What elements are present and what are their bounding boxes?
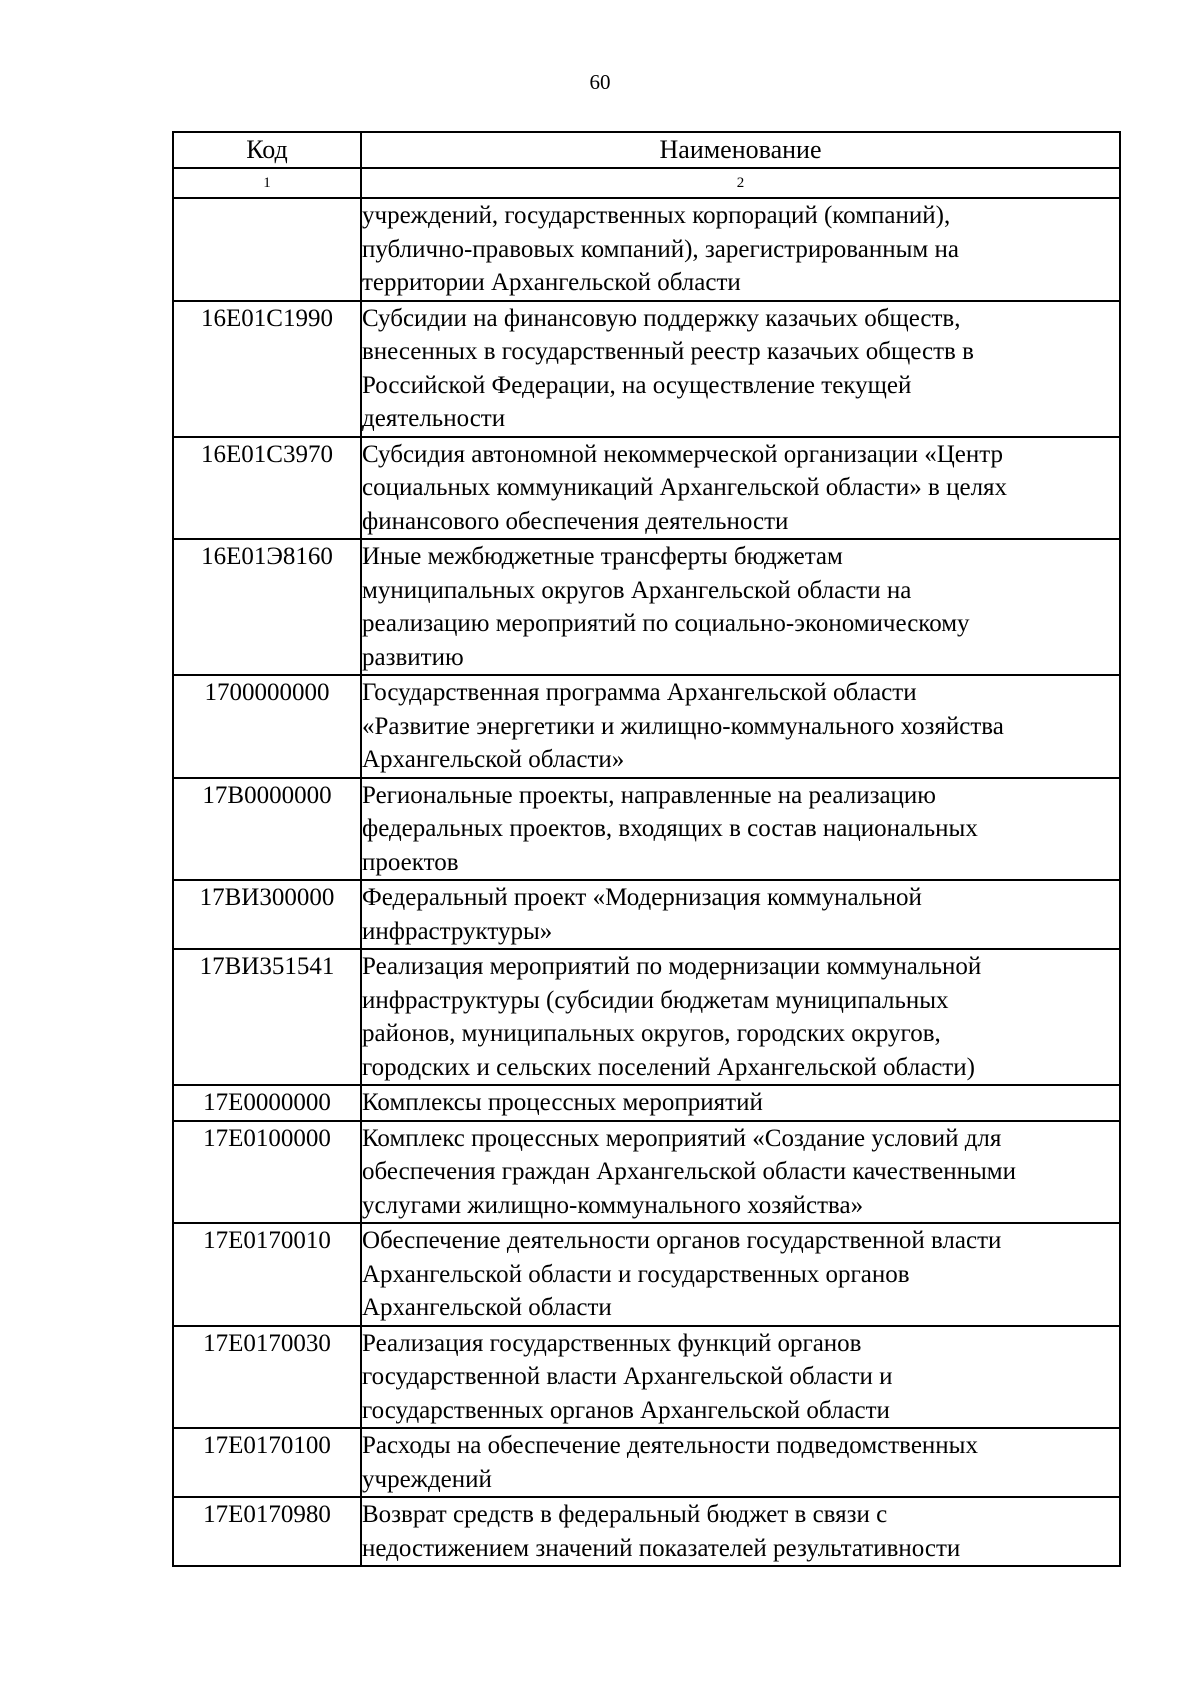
row-name-line: Реализация мероприятий по модернизации коммунальной: [362, 953, 982, 980]
table-row: [173, 880, 1120, 949]
row-name-line: Расходы на обеспечение деятельности подведомственных: [362, 1432, 978, 1459]
row-name: [361, 437, 1120, 540]
row-name-line: Региональные проекты, направленные на реализацию: [362, 781, 936, 809]
table-row: [173, 949, 1120, 1085]
column-number-row: [173, 168, 1120, 198]
row-name-line: Возврат средств в федеральный бюджет в связи с: [362, 1501, 888, 1528]
row-name-line: Российской Федерации, на осуществление текущей: [362, 371, 912, 399]
row-name-line: финансового обеспечения деятельности: [362, 507, 789, 535]
row-code: 17Е0000000: [173, 1085, 361, 1121]
row-name: [361, 949, 1120, 1085]
table-row: [173, 301, 1120, 437]
row-name-line: Архангельской области и государственных органов: [362, 1260, 910, 1288]
row-code: 1700000000: [173, 675, 361, 778]
table-row: [173, 778, 1120, 881]
row-name-line: «Развитие энергетики и жилищно-коммунального хозяйства: [362, 712, 1004, 740]
table-row: [173, 1085, 1120, 1121]
table-body: [173, 198, 1120, 1566]
row-name-line: учреждений: [362, 1465, 492, 1493]
code-column-number: 1: [173, 168, 361, 198]
row-name-line: Субсидия автономной некоммерческой организации «Центр: [362, 440, 1003, 468]
row-name: [361, 1085, 1120, 1121]
row-code: 17ВИ300000: [173, 880, 361, 949]
row-code: 16Е01С1990: [173, 301, 361, 437]
row-code: 17ВИ351541: [173, 949, 361, 1085]
row-name: [361, 539, 1120, 675]
row-name-line: государственной власти Архангельской области и: [362, 1363, 893, 1390]
table-row: [173, 1326, 1120, 1429]
row-name-line: Иные межбюджетные трансферты бюджетам: [362, 543, 843, 570]
row-name: [361, 301, 1120, 437]
row-code: 17Е0170980: [173, 1497, 361, 1566]
table-row: [173, 539, 1120, 675]
table-row: [173, 1428, 1120, 1497]
page-number: 60: [589, 70, 611, 94]
row-name-line: федеральных проектов, входящих в состав национальных: [362, 815, 978, 842]
row-name: [361, 778, 1120, 881]
row-name-line: недостижением значений показателей результативности: [362, 1534, 961, 1562]
row-name-line: районов, муниципальных округов, городских округов,: [362, 1020, 941, 1047]
row-code: 17В0000000: [173, 778, 361, 881]
row-name-line: территории Архангельской области: [362, 269, 741, 296]
table-row: [173, 437, 1120, 540]
row-name-line: Субсидии на финансовую поддержку казачьих обществ,: [362, 304, 961, 332]
row-name-line: Государственная программа Архангельской области: [362, 679, 917, 706]
row-name-line: реализацию мероприятий по социально-экономическому: [362, 610, 970, 637]
row-name-line: публично-правовых компаний), зарегистрированным на: [362, 235, 959, 263]
row-code: [173, 198, 361, 301]
row-name: [361, 1223, 1120, 1326]
row-name-line: Федеральный проект «Модернизация коммунальной: [362, 884, 922, 911]
table-row: [173, 1497, 1120, 1566]
table-row: [173, 675, 1120, 778]
row-name: [361, 198, 1120, 301]
row-name-line: деятельности: [362, 405, 506, 432]
table-row: [173, 1223, 1120, 1326]
row-code: 16Е01Э8160: [173, 539, 361, 675]
table-row: [173, 198, 1120, 301]
row-name: [361, 1428, 1120, 1497]
budget-classification-table: [172, 131, 1121, 1567]
name-column-header: Наименование: [361, 132, 1120, 168]
row-name-line: социальных коммуникаций Архангельской области» в целях: [362, 474, 1008, 501]
row-name-line: обеспечения граждан Архангельской области качественными: [362, 1158, 1017, 1185]
row-name: [361, 1497, 1120, 1566]
row-name-line: государственных органов Архангельской области: [362, 1396, 890, 1424]
row-name-line: Комплекс процессных мероприятий «Создание условий для: [362, 1124, 1002, 1152]
name-column-number: 2: [361, 168, 1120, 198]
row-name-line: Комплексы процессных мероприятий: [362, 1089, 763, 1116]
row-code: 17Е0170010: [173, 1223, 361, 1326]
row-code: 17Е0100000: [173, 1121, 361, 1224]
row-code: 16Е01С3970: [173, 437, 361, 540]
header-row: [173, 132, 1120, 168]
table-row: [173, 1121, 1120, 1224]
row-name-line: Архангельской области»: [362, 746, 625, 773]
row-code: 17Е0170030: [173, 1326, 361, 1429]
row-name-line: проектов: [362, 848, 459, 876]
row-name-line: Реализация государственных функций органов: [362, 1329, 862, 1357]
row-name-line: внесенных в государственный реестр казачьих обществ в: [362, 338, 974, 365]
row-name-line: инфраструктуры (субсидии бюджетам муниципальных: [362, 986, 949, 1014]
row-name-line: Обеспечение деятельности органов государственной власти: [362, 1227, 1002, 1254]
row-name-line: услугами жилищно-коммунального хозяйства»: [362, 1191, 864, 1219]
row-name-line: Архангельской области: [362, 1294, 612, 1321]
row-name-line: учреждений, государственных корпораций (компаний),: [362, 202, 951, 229]
row-name-line: инфраструктуры»: [362, 917, 553, 945]
row-name-line: городских и сельских поселений Архангельской области): [362, 1053, 975, 1081]
row-code: 17Е0170100: [173, 1428, 361, 1497]
row-name-line: развитию: [362, 643, 464, 671]
row-name: [361, 675, 1120, 778]
row-name-line: муниципальных округов Архангельской области на: [362, 576, 912, 604]
code-column-header: Код: [173, 132, 361, 168]
row-name: [361, 1326, 1120, 1429]
row-name: [361, 1121, 1120, 1224]
row-name: [361, 880, 1120, 949]
